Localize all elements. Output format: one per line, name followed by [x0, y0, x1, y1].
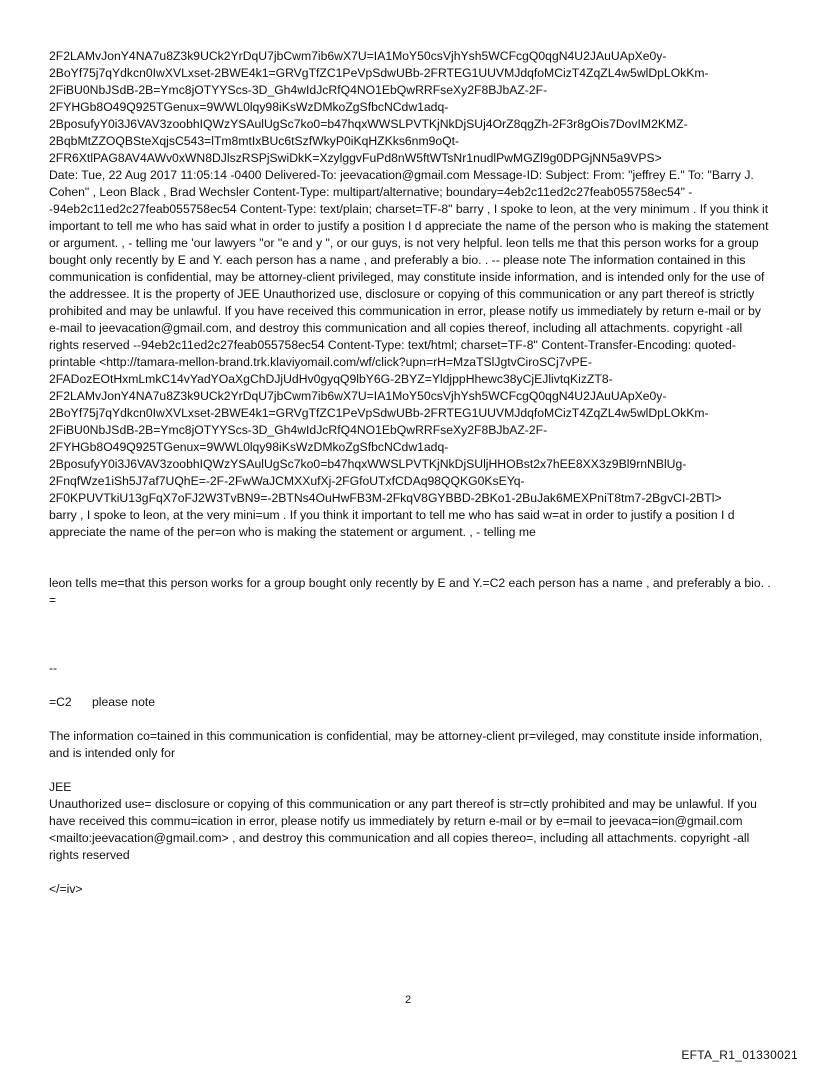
html-paragraph-information: The information co=tained in this communication is confidential, may be attorney-client pr=vileged, may constitute inside information, and is intended only for [49, 729, 763, 760]
header-line: 2BposufyY0i3J6VAV3zoobhIQWzYSAulUgSc7ko0=b47hqxWWSLPVTKjNkDjSUj4OrZ8qgZh-2F3r8gOis7DovIM2KMZ- [49, 117, 688, 131]
header-line: 2BoYf75j7qYdkcn0IwXVLxset-2BWE4k1=GRVgTfZC1PeVpSdwUBb-2FRTEG1UUVMJdqfoMCizT4ZqZL4w5wlDpLOkKm- [49, 66, 709, 80]
email-headers-and-body: Date: Tue, 22 Aug 2017 11:05:14 -0400 Delivered-To: jeevacation@gmail.com Message-ID: Subject: From: "jeffrey E." To: "Barry J. Cohen" , Leon Black , Brad Wechsler Content-Type: multipart/alternative; boundary=4eb2c11ed2c27feab055758ec54" --94eb2c11ed2c27feab055758ec54 Content-Type: text/plain; charset=TF-8" barry , I spoke to leon, at the very minimum . If you think it important to tell me who has said what in order to justify a position I d appreciate the name of the person who is making the statement or argument. , - telling me 'our lawyers "or "e and y ", or our guys, is not very helpful. leon tells me that this person works for a group bought only recently by E and Y. each person has a name , and preferably a bio. . -- please note The information contained in this communication is confidential, may be attorney-client privileged, may constitute inside information, and is intended only for the use of the addressee. It is the property of JEE Unauthorized use, disclosure or copying of this communication or any part thereof is strictly prohibited and may be unlawful. If you have received this communication in error, please notify us immediately by return e-mail or by e-mail to jeevacation@gmail.com, and destroy this communication and all copies thereof, including all attachments. copyright -all rights reserved --94eb2c11ed2c27feab055758ec54 Content-Type: text/html; charset=TF-8" Content-Transfer-Encoding: quoted-printable <http://tamara-mellon-brand.trk.klaviyomail.com/wf/click?upn=rH=MzaTSlJgtvCiroSCj7vPE- [49, 168, 769, 369]
signature-separator: -- [49, 661, 58, 675]
closing-tag: </=iv> [49, 882, 83, 896]
link-line: 2FADozEOtHxmLmkC14vYadYOaXgChDJjUdHv0gyqQ9lbY6G-2BYZ=YldjppHhewc38yCjEJlivtqKizZT8- [49, 372, 613, 386]
header-line: 2FYHGb8O49Q925TGenux=9WWL0lqy98iKsWzDMkoZgSfbcNCdw1adq- [49, 100, 449, 114]
link-line: 2BposufyY0i3J6VAV3zoobhIQWzYSAulUgSc7ko0=b47hqxWWSLPVTKjNkDjSUljHHOBst2x7hEE8XX3z9Bl9rnNBlUg- [49, 457, 687, 471]
header-line: 2F2LAMvJonY4NA7u8Z3k9UCk2YrDqU7jbCwm7ib6wX7U=IA1MoY50csVjhYsh5WCFcgQ0qgN4U2JAuUApXe0y- [49, 49, 667, 63]
link-line: 2F0KPUVTkiU13gFqX7oFJ2W3TvBN9=-2BTNs4OuHwFB3M-2FkqV8GYBBD-2BKo1-2BuJak6MEXPniT8tm7-2BgvCI-2BTl> [49, 491, 722, 505]
link-line: 2FnqfWze1iSh5J7af7UQhE=-2F-2FwWaJCMXXufXj-2FGfoUTxfCDAq98QQKG0KsEYq- [49, 474, 525, 488]
link-line: 2FYHGb8O49Q925TGenux=9WWL0lqy98iKsWzDMkoZgSfbcNCdw1adq- [49, 440, 449, 454]
bates-number: EFTA_R1_01330021 [681, 1048, 798, 1062]
please-note-line: =C2 please note [49, 695, 156, 709]
header-line: 2FiBU0NbJSdB-2B=Ymc8jOTYYScs-3D_Gh4wIdJcRfQ4NO1EbQwRRFseXy2F8BJbAZ-2F- [49, 83, 548, 97]
html-paragraph-unauthorized: Unauthorized use= disclosure or copying of this communication or any part thereof is str=ctly prohibited and may be unlawful. If you have received this commu=ication in error, please notify us immediately by return e-mail or by e=mail to jeevaca=ion@gmail.com <mailto:jeevacation@gmail.com> , and destroy this communication and all copies thereo=, including all attachments. copyright -all rights reserved [49, 797, 757, 862]
link-line: 2F2LAMvJonY4NA7u8Z3k9UCk2YrDqU7jbCwm7ib6wX7U=IA1MoY50csVjhYsh5WCFcgQ0qgN4U2JAuUApXe0y- [49, 389, 667, 403]
link-line: 2BoYf75j7qYdkcn0IwXVLxset-2BWE4k1=GRVgTfZC1PeVpSdwUBb-2FRTEG1UUVMJdqfoMCizT4ZqZL4w5wlDpLOkKm- [49, 406, 709, 420]
link-line: 2FiBU0NbJSdB-2B=Ymc8jOTYYScs-3D_Gh4wIdJcRfQ4NO1EbQwRRFseXy2F8BJbAZ-2F- [49, 423, 548, 437]
html-paragraph-barry: barry , I spoke to leon, at the very mini=um . If you think it important to tell me who has said w=at in order to justify a position I d appreciate the name of the per=on who is making the statement or argument. , - telling me [49, 508, 735, 539]
header-line: 2BqbMtZZOQBSteXqjsC543=lTm8mtIxBUc6tSzfWkyP0iKqHZKks6nm9oQt- [49, 134, 460, 148]
header-line: 2FR6XtlPAG8AV4AWv0xWN8DJlszRSPjSwiDkK=XzylggvFuPd8nW5ftWTsNr1nudlPwMGZl9g0DPGjNN5a9VPS> [49, 151, 662, 165]
document-body [49, 48, 771, 898]
page-number: 2 [404, 994, 412, 1006]
jee-label: JEE [49, 780, 72, 794]
html-paragraph-leon: leon tells me=that this person works for a group bought only recently by E and Y.=C2 each person has a name , and preferably a bio. . = [49, 576, 771, 607]
